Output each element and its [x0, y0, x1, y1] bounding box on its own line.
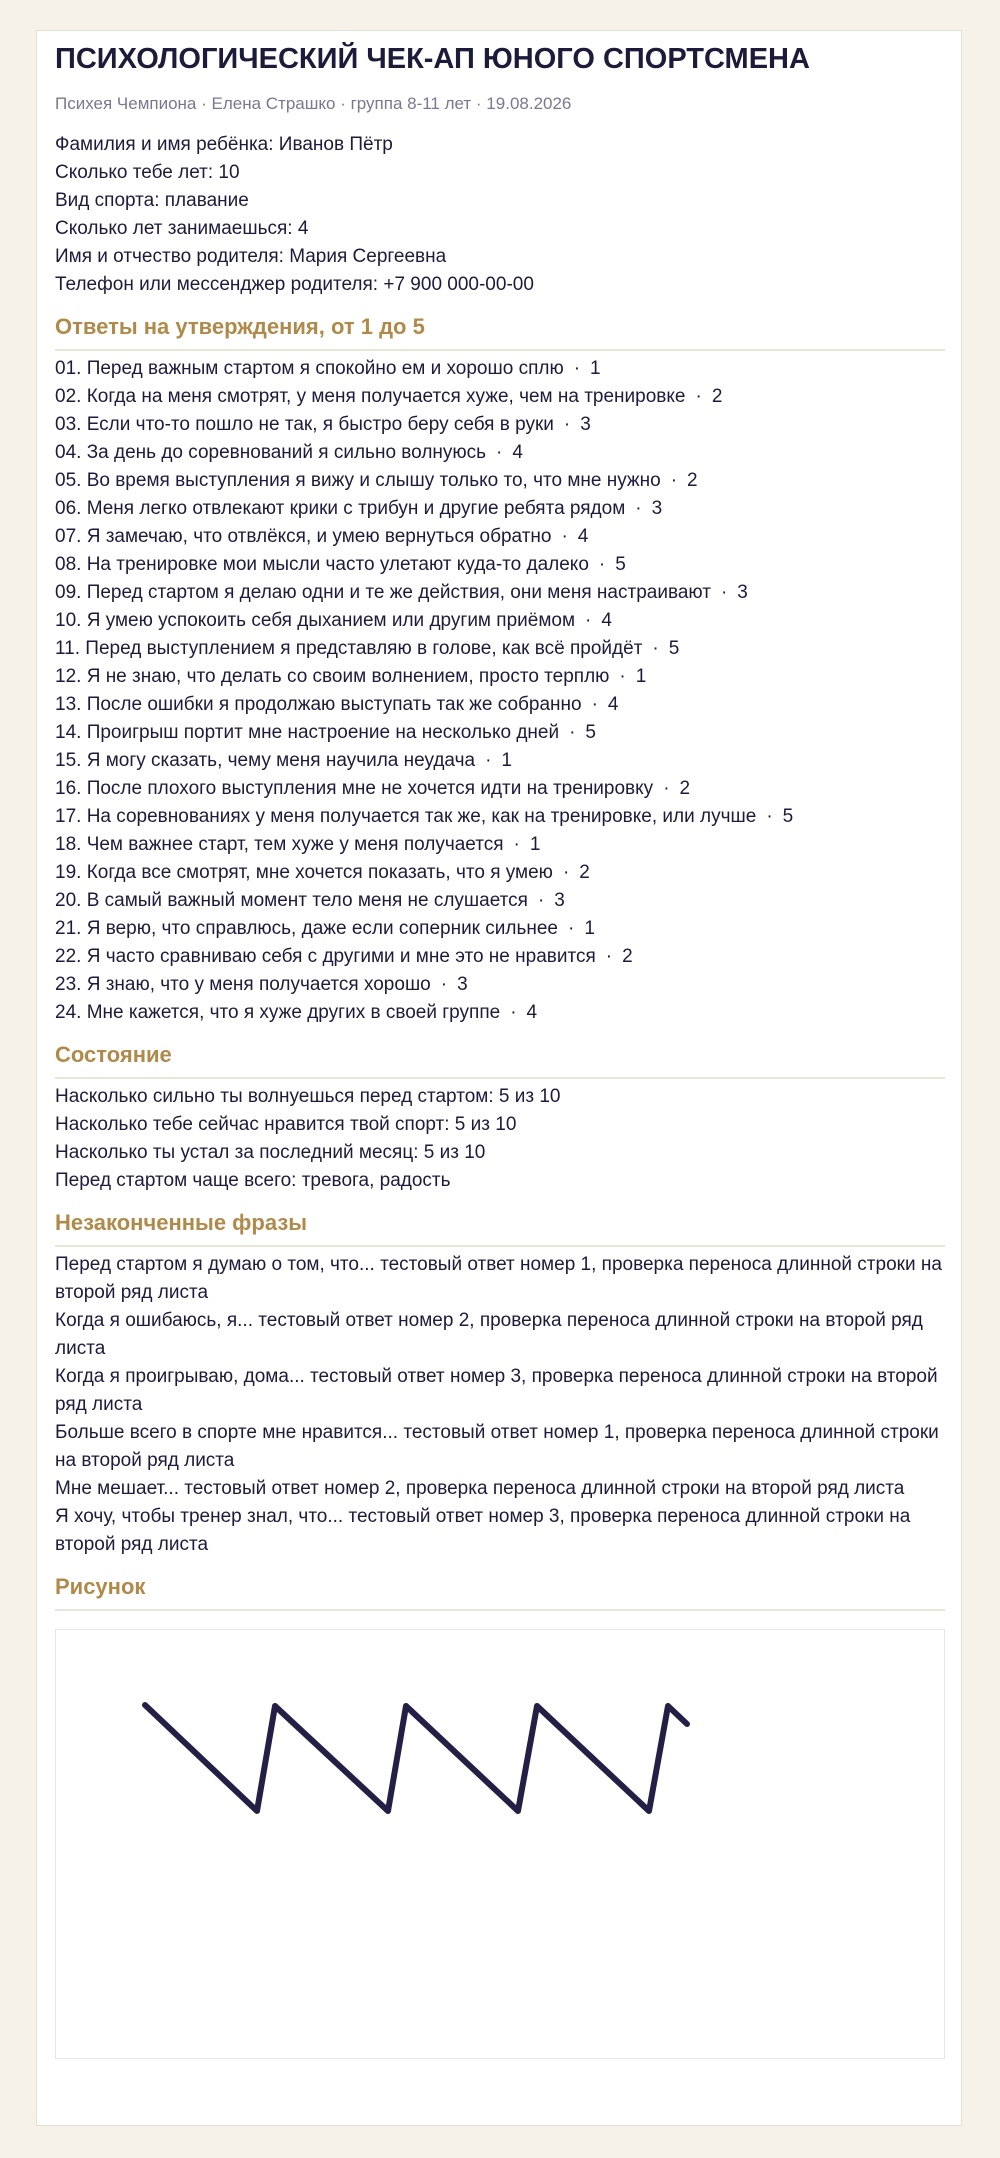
score-separator: · — [569, 722, 576, 743]
answer-row — [55, 915, 945, 943]
score-separator: · — [496, 442, 503, 463]
answer-row — [55, 971, 945, 999]
answer-text: 04. За день до соревнований я сильно волнуюсь — [55, 442, 487, 463]
answer-row — [55, 467, 945, 495]
answer-text: 13. После ошибки я продолжаю выступать так же собранно — [55, 694, 582, 715]
answer-row — [55, 355, 945, 383]
answer-row — [55, 859, 945, 887]
answer-row — [55, 831, 945, 859]
score-separator: · — [670, 470, 678, 491]
answer-score: 3 — [554, 890, 565, 911]
checkup-sheet — [36, 30, 962, 2126]
answer-text: 03. Если что-то пошло не так, я быстро беру себя в руки — [55, 414, 554, 435]
answer-text: 01. Перед важным стартом я спокойно ем и хорошо сплю — [55, 358, 564, 379]
score-separator: · — [591, 694, 598, 715]
answer-text: 15. Я могу сказать, чему меня научила неудача — [55, 750, 476, 771]
score-separator: · — [440, 974, 448, 995]
answer-score: 5 — [615, 554, 626, 575]
answer-text: 20. В самый важный момент тело меня не слушается — [55, 890, 528, 911]
answer-row — [55, 579, 945, 607]
score-separator: · — [585, 610, 592, 631]
answer-score: 4 — [512, 442, 523, 463]
answer-text: 05. Во время выступления я вижу и слышу только то, что мне нужно — [55, 470, 661, 491]
answer-text: 02. Когда на меня смотрят, у меня получается хуже, чем на тренировке — [55, 386, 686, 407]
sheet-content — [55, 41, 945, 2059]
answer-score: 2 — [711, 386, 723, 407]
answer-score: 1 — [590, 358, 601, 379]
answer-text: 12. Я не знаю, что делать со своим волнением, просто терплю — [55, 666, 610, 687]
answer-text: 11. Перед выступлением я представляю в голове, как всё пройдёт — [55, 638, 643, 659]
field-sport: Вид спорта: плавание — [55, 190, 249, 211]
score-separator: · — [605, 946, 613, 967]
score-separator: · — [513, 834, 520, 855]
answer-row — [55, 943, 945, 971]
answer-score: 1 — [635, 666, 647, 687]
score-separator: · — [695, 386, 702, 407]
answer-score: 4 — [607, 694, 619, 715]
answers-section-title: Ответы на утверждения, от 1 до 5 — [55, 313, 945, 351]
phrase-item: Я хочу, чтобы тренер знал, что... тестовый ответ номер 3, проверка переноса длинной строки на второй ряд листа — [55, 1506, 911, 1555]
answer-score: 3 — [651, 498, 663, 519]
state-list — [55, 1083, 945, 1195]
field-child-name: Фамилия и имя ребёнка: Иванов Пётр — [55, 134, 393, 155]
phrase-item: Когда я проигрываю, дома... тестовый ответ номер 3, проверка переноса длинной строки на второй ряд листа — [55, 1366, 938, 1415]
answer-row — [55, 635, 945, 663]
score-separator: · — [485, 750, 492, 771]
phrase-item: Перед стартом я думаю о том, что... тестовый ответ номер 1, проверка переноса длинной строки на второй ряд листа — [55, 1254, 942, 1303]
field-years: Сколько лет занимаешься: 4 — [55, 218, 309, 239]
answer-row — [55, 551, 945, 579]
score-separator: · — [537, 890, 545, 911]
answer-score: 4 — [601, 610, 612, 631]
answer-row — [55, 803, 945, 831]
answer-score: 2 — [579, 862, 590, 883]
answer-text: 09. Перед стартом я делаю одни и те же действия, они меня настраивают — [55, 582, 711, 603]
answer-row — [55, 411, 945, 439]
score-separator: · — [510, 1002, 517, 1023]
score-separator: · — [573, 358, 581, 379]
answer-text: 08. На тренировке мои мысли часто улетают куда-то далеко — [55, 554, 589, 575]
answer-text: 14. Проигрыш портит мне настроение на несколько дней — [55, 722, 560, 743]
score-separator: · — [635, 498, 642, 519]
answer-score: 1 — [501, 750, 512, 771]
answer-text: 18. Чем важнее старт, тем хуже у меня получается — [55, 834, 504, 855]
answers-list — [55, 355, 945, 1027]
drawing-svg — [56, 1630, 944, 2058]
score-separator: · — [652, 638, 659, 659]
phrase-item: Больше всего в спорте мне нравится... тестовый ответ номер 1, проверка переноса длинной строки на второй ряд листа — [55, 1422, 939, 1471]
score-separator: · — [619, 666, 626, 687]
answer-score: 4 — [526, 1002, 538, 1023]
answer-row — [55, 691, 945, 719]
answer-score: 2 — [679, 778, 691, 799]
score-separator: · — [561, 526, 568, 547]
answer-row — [55, 663, 945, 691]
phrases-section-title: Незаконченные фразы — [55, 1209, 945, 1247]
answer-row — [55, 523, 945, 551]
state-item: Насколько сильно ты волнуешься перед стартом: 5 из 10 — [55, 1086, 561, 1107]
answer-score: 3 — [580, 414, 591, 435]
answer-row — [55, 719, 945, 747]
answer-text: 23. Я знаю, что у меня получается хорошо — [55, 974, 431, 995]
page-title: ПСИХОЛОГИЧЕСКИЙ ЧЕК-АП ЮНОГО СПОРТСМЕНА — [55, 43, 810, 75]
answer-row — [55, 999, 945, 1027]
answer-text: 06. Меня легко отвлекают крики с трибун и другие ребята рядом — [55, 498, 626, 519]
state-item: Перед стартом чаще всего: тревога, радость — [55, 1170, 451, 1191]
phrase-item: Когда я ошибаюсь, я... тестовый ответ номер 2, проверка переноса длинной строки на второй ряд листа — [55, 1310, 923, 1359]
answer-row — [55, 887, 945, 915]
answer-text: 10. Я умею успокоить себя дыханием или другим приёмом — [55, 610, 576, 631]
answer-score: 5 — [668, 638, 680, 659]
drawing-section-title: Рисунок — [55, 1573, 945, 1611]
score-separator: · — [568, 918, 575, 939]
field-parent-name: Имя и отчество родителя: Мария Сергеевна — [55, 246, 447, 267]
answer-score: 3 — [457, 974, 468, 995]
answer-row — [55, 775, 945, 803]
score-separator: · — [766, 806, 773, 827]
answer-text: 22. Я часто сравниваю себя с другими и мне это не нравится — [55, 946, 596, 967]
score-separator: · — [720, 582, 728, 603]
answer-text: 21. Я верю, что справлюсь, даже если соперник сильнее — [55, 918, 558, 939]
answer-text: 07. Я замечаю, что отвлёкся, и умею вернуться обратно — [55, 526, 552, 547]
answer-score: 2 — [622, 946, 633, 967]
answer-text: 17. На соревнованиях у меня получается так же, как на тренировке, или лучше — [55, 806, 757, 827]
zigzag-stroke — [145, 1705, 687, 1811]
answer-score: 1 — [584, 918, 595, 939]
answer-score: 5 — [782, 806, 794, 827]
score-separator: · — [663, 778, 670, 799]
field-age: Сколько тебе лет: 10 — [55, 162, 240, 183]
answer-row — [55, 439, 945, 467]
state-section-title: Состояние — [55, 1041, 945, 1079]
personal-fields — [55, 131, 945, 299]
state-item: Насколько тебе сейчас нравится твой спорт: 5 из 10 — [55, 1114, 517, 1135]
answer-row — [55, 747, 945, 775]
answer-text: 24. Мне кажется, что я хуже других в своей группе — [55, 1002, 501, 1023]
score-separator: · — [563, 414, 571, 435]
answer-row — [55, 383, 945, 411]
answer-score: 4 — [577, 526, 589, 547]
score-separator: · — [598, 554, 606, 575]
field-parent-phone: Телефон или мессенджер родителя: +7 900 000-00-00 — [55, 274, 534, 295]
answer-row — [55, 495, 945, 523]
answer-score: 3 — [737, 582, 748, 603]
answer-text: 19. Когда все смотрят, мне хочется показать, что я умею — [55, 862, 553, 883]
state-item: Насколько ты устал за последний месяц: 5 из 10 — [55, 1142, 486, 1163]
answer-row — [55, 607, 945, 635]
answer-text: 16. После плохого выступления мне не хочется идти на тренировку — [55, 778, 654, 799]
score-separator: · — [562, 862, 570, 883]
answer-score: 1 — [529, 834, 541, 855]
answer-score: 5 — [585, 722, 596, 743]
drawing-canvas — [55, 1629, 945, 2059]
phrase-item: Мне мешает... тестовый ответ номер 2, проверка переноса длинной строки на второй ряд листа — [55, 1478, 905, 1499]
meta-line: Психея Чемпиона · Елена Страшко · группа 8-11 лет · 19.08.2026 — [55, 94, 572, 113]
phrases-list — [55, 1251, 945, 1559]
answer-score: 2 — [687, 470, 698, 491]
